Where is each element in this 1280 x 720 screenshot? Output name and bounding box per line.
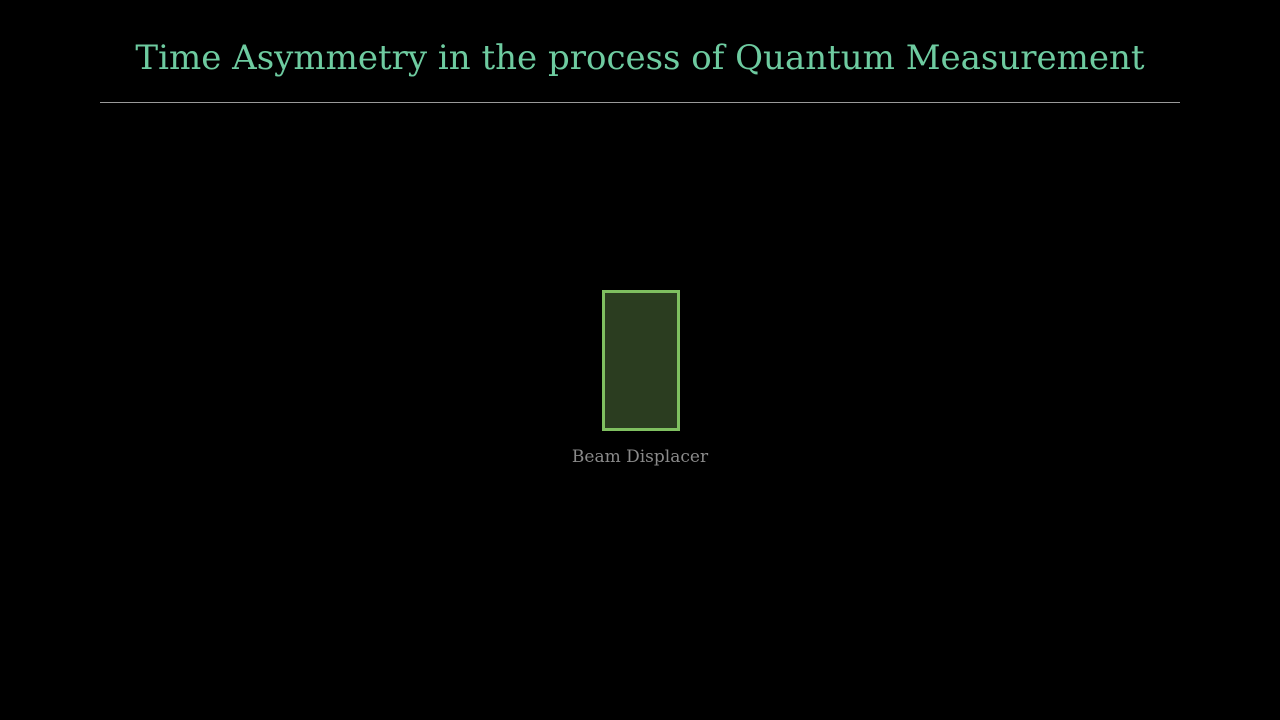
title-divider <box>100 102 1180 103</box>
slide-title: Time Asymmetry in the process of Quantum Measurement <box>135 38 1145 78</box>
beam-displacer-block <box>602 290 680 431</box>
beam-displacer-label: Beam Displacer <box>571 447 709 467</box>
